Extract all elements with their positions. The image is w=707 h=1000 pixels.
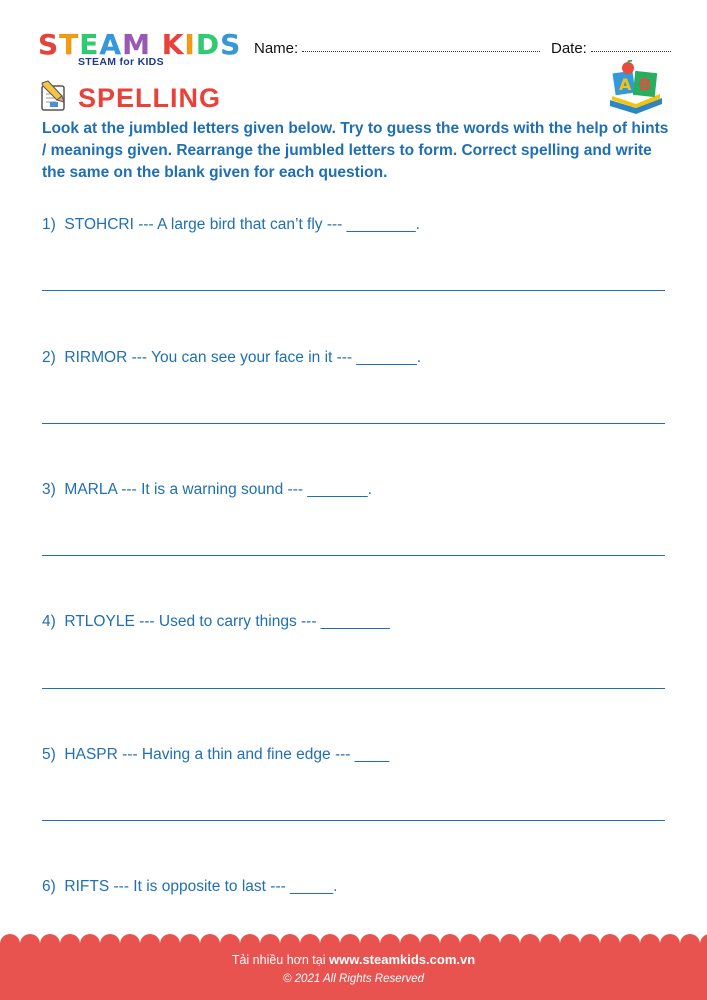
steam-kids-logo [38, 28, 242, 70]
answer-line-5[interactable] [42, 820, 665, 821]
question-3 [42, 481, 372, 499]
logo-text: STEAM KIDS [38, 28, 242, 61]
question-4 [42, 613, 390, 631]
question-text: RIFTS --- It is opposite to last --- _____. [64, 878, 338, 895]
answer-line-3[interactable] [42, 555, 665, 556]
question-1 [42, 216, 420, 234]
question-number: 2) [42, 349, 56, 366]
footer-copyright: © 2021 All Rights Reserved [282, 973, 424, 985]
question-text: STOHCRI --- A large bird that can’t fly --- ________. [64, 216, 420, 233]
date-field[interactable] [591, 51, 671, 52]
footer-download-text [0, 952, 707, 967]
svg-text:B: B [639, 75, 652, 94]
question-number: 4) [42, 613, 56, 630]
question-number: 3) [42, 481, 56, 498]
question-number: 1) [42, 216, 56, 233]
svg-text:A: A [619, 75, 632, 94]
question-number: 5) [42, 746, 56, 763]
page-title: SPELLING [78, 83, 222, 113]
question-text: MARLA --- It is a warning sound --- _______. [64, 481, 372, 498]
name-label: Name: [254, 40, 299, 57]
answer-line-1[interactable] [42, 290, 665, 291]
footer-download-prefix: Tải nhiều hơn tại [231, 953, 329, 967]
question-text: HASPR --- Having a thin and fine edge --- ____ [64, 746, 390, 763]
question-text: RIRMOR --- You can see your face in it --- _______. [64, 349, 422, 366]
date-label: Date: [551, 40, 587, 57]
footer-website-link[interactable]: www.steamkids.com.vn [328, 952, 476, 967]
answer-line-4[interactable] [42, 688, 665, 689]
logo-subtitle: STEAM for KIDS [78, 56, 164, 68]
question-2 [42, 349, 421, 367]
question-text: RTLOYLE --- Used to carry things --- ________ [64, 613, 390, 630]
pencil-paper-icon [38, 80, 70, 112]
question-5 [42, 746, 389, 764]
question-number: 6) [42, 878, 56, 895]
instructions-text: Look at the jumbled letters given below. Try to guess the words with the help of hints / meanings given. Rearrange the jumbled letters to form. Correct spelling and write the same on the blank given for each question. [42, 120, 669, 181]
abc-books-icon [606, 60, 666, 114]
answer-line-2[interactable] [42, 423, 665, 424]
question-6 [42, 878, 337, 896]
name-field[interactable] [302, 51, 540, 52]
